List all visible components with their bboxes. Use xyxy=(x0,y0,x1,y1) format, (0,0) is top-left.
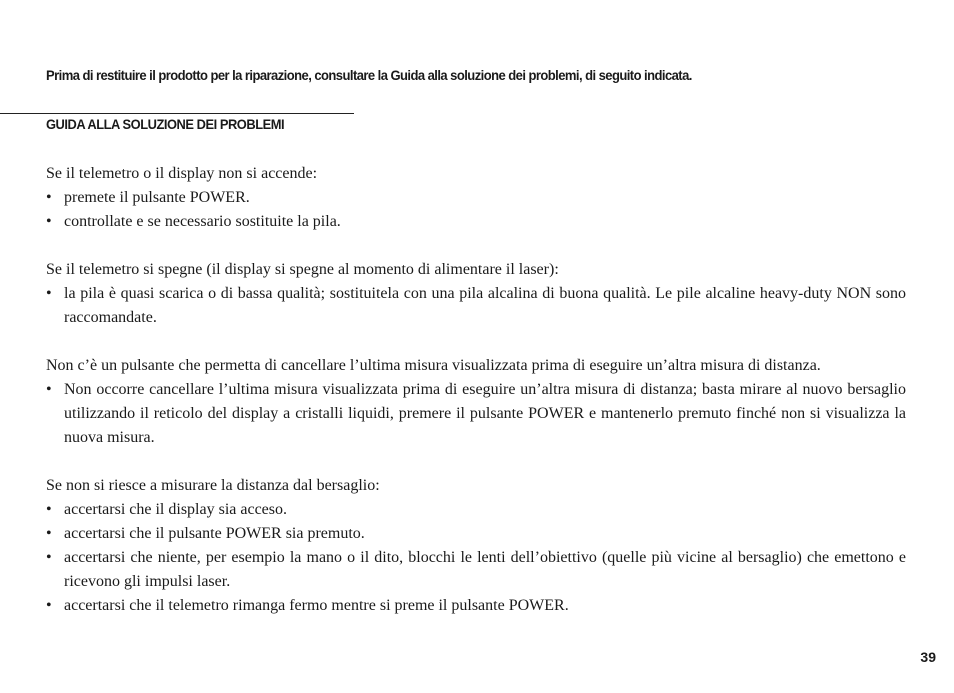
bullet-icon: • xyxy=(46,597,52,614)
troubleshooting-content xyxy=(46,162,906,642)
solution-item xyxy=(46,378,906,450)
bullet-icon: • xyxy=(46,501,52,518)
problem-block-clear-measure xyxy=(46,354,906,450)
solution-item xyxy=(46,522,906,546)
problem-lead: Non c’è un pulsante che permetta di cancellare l’ultima misura visualizzata prima di eseguire un’altra misura di distanza. xyxy=(46,357,821,374)
problem-lead: Se il telemetro si spegne (il display si spegne al momento di alimentare il laser): xyxy=(46,261,559,278)
solution-text: controllate e se necessario sostituite la pila. xyxy=(64,213,341,230)
solution-text: accertarsi che il display sia acceso. xyxy=(64,501,287,518)
solution-item xyxy=(46,282,906,330)
solution-item xyxy=(46,546,906,594)
solution-text: accertarsi che niente, per esempio la mano o il dito, blocchi le lenti dell’obiettivo (quelle più vicine al bersaglio) che emettono e ricevono gli impulsi laser. xyxy=(64,549,906,590)
bullet-icon: • xyxy=(46,285,52,302)
solution-list xyxy=(46,378,906,450)
problem-lead: Se il telemetro o il display non si accende: xyxy=(46,165,318,182)
solution-text: accertarsi che il telemetro rimanga fermo mentre si preme il pulsante POWER. xyxy=(64,597,569,614)
problem-block-no-measure xyxy=(46,474,906,618)
solution-item xyxy=(46,594,906,618)
solution-text: premete il pulsante POWER. xyxy=(64,189,250,206)
bullet-icon: • xyxy=(46,213,52,230)
bullet-icon: • xyxy=(46,549,52,566)
solution-list xyxy=(46,186,906,234)
divider-rule xyxy=(0,113,354,114)
bullet-icon: • xyxy=(46,525,52,542)
page-number: 39 xyxy=(920,649,936,665)
section-title: GUIDA ALLA SOLUZIONE DEI PROBLEMI xyxy=(46,116,285,132)
problem-block-shutdown xyxy=(46,258,906,330)
problem-lead: Se non si riesce a misurare la distanza dal bersaglio: xyxy=(46,477,380,494)
solution-text: accertarsi che il pulsante POWER sia premuto. xyxy=(64,525,365,542)
solution-list xyxy=(46,282,906,330)
solution-item xyxy=(46,186,906,210)
solution-item xyxy=(46,498,906,522)
solution-item xyxy=(46,210,906,234)
solution-list xyxy=(46,498,906,618)
bullet-icon: • xyxy=(46,189,52,206)
intro-text: Prima di restituire il prodotto per la riparazione, consultare la Guida alla soluzione dei problemi, di seguito indicata. xyxy=(46,67,692,83)
bullet-icon: • xyxy=(46,381,52,398)
problem-block-power-on xyxy=(46,162,906,234)
solution-text: la pila è quasi scarica o di bassa qualità; sostituitela con una pila alcalina di buona qualità. Le pile alcaline heavy-duty NON sono raccomandate. xyxy=(64,285,906,326)
solution-text: Non occorre cancellare l’ultima misura visualizzata prima di eseguire un’altra misura di distanza; basta mirare al nuovo bersaglio utilizzando il reticolo del display a cristalli liquidi, premere il pulsante POWER e mantenerlo premuto finché non si visualizza la nuova misura. xyxy=(64,381,906,446)
